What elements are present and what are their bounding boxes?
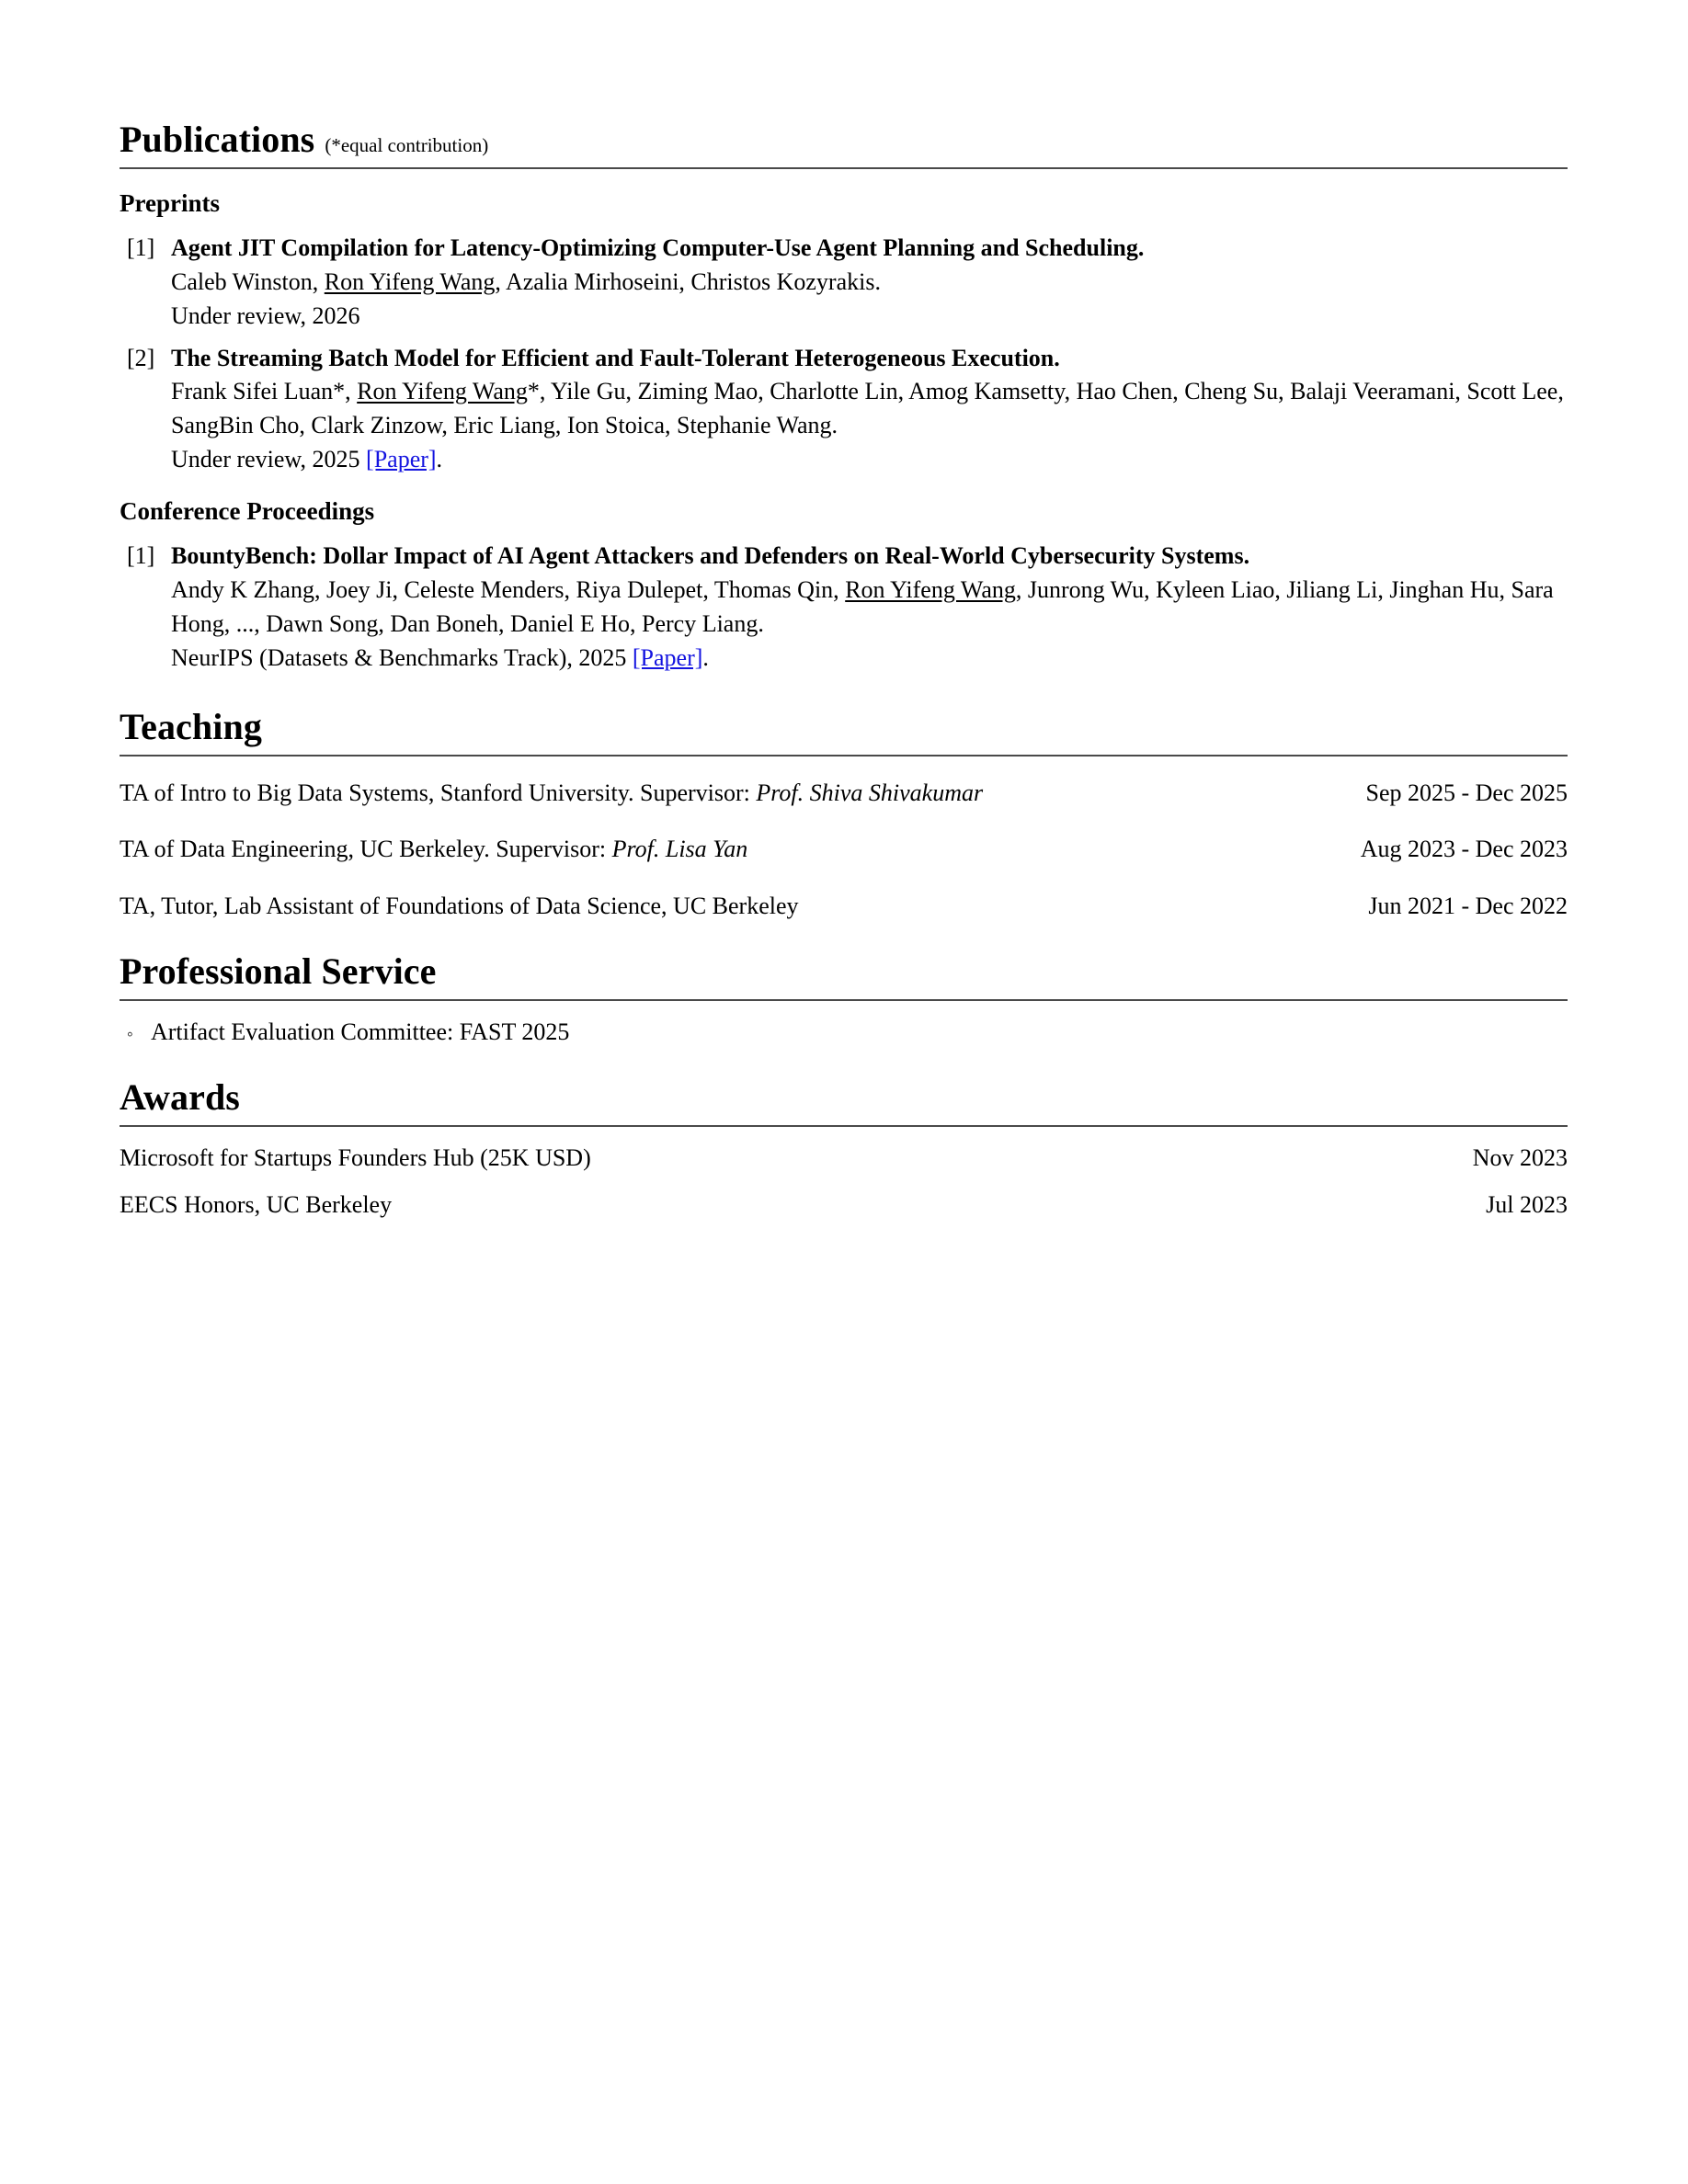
author-self-name: Ron Yifeng Wang [845,576,1016,604]
publication-entry [120,223,1568,334]
publication-index: [1] [127,542,155,570]
authors-after-self: , Azalia Mirhoseini, Christos Kozyrakis. [495,267,881,295]
awards-heading-row [120,1077,1568,1119]
award-date: Nov 2023 [1472,1143,1568,1171]
professional-service-heading-row [120,951,1568,993]
publication-body [171,540,1568,676]
publication-body [171,342,1568,478]
teaching-section [120,707,1568,925]
award-row [120,1189,1568,1223]
publication-venue [171,300,1568,334]
teaching-role: TA of Data Engineering, UC Berkeley. Supervisor: [120,836,612,863]
authors-before-self: Andy K Zhang, Joey Ji, Celeste Menders, Riya Dulepet, Thomas Qin, [171,576,846,604]
publication-venue [171,443,1568,477]
teaching-description [120,890,1368,924]
section-rule-professional-service [120,999,1568,1001]
subheading-preprints: Preprints [120,188,220,217]
publication-authors [171,266,1568,300]
section-rule-awards [120,1125,1568,1127]
hollow-circle-bullet-icon: ◦ [127,1025,133,1045]
author-self-name: Ron Yifeng Wang [357,378,528,405]
authors-after-self: , Junrong Wu, Kyleen Liao, Jiliang Li, Jinghan Hu, Sara Hong, ..., Dawn Song, Dan Boneh, Daniel E Ho, Percy Liang. [171,576,1554,637]
award-name: Microsoft for Startups Founders Hub (25K USD) [120,1143,591,1171]
publication-title: The Streaming Batch Model for Efficient and Fault-Tolerant Heterogeneous Execution. [171,344,1060,371]
publication-authors [171,574,1568,642]
publication-entry [120,531,1568,676]
award-date: Jul 2023 [1486,1190,1568,1218]
professional-service-section [120,951,1568,1050]
publications-section [120,119,1568,676]
venue-suffix: . [702,643,709,671]
publication-entry [120,334,1568,478]
spacer [120,1050,1568,1077]
award-row [120,1142,1568,1176]
section-rule-teaching [120,755,1568,756]
teaching-role: TA, Tutor, Lab Assistant of Foundations of Data Science, UC Berkeley [120,893,799,920]
venue-text: Under review, 2025 [171,446,367,473]
paper-link[interactable]: [Paper] [632,643,703,671]
publication-index: [2] [127,344,155,371]
list-item-label: Artifact Evaluation Committee: FAST 2025 [151,1018,570,1046]
section-title-professional-service: Professional Service [120,950,437,993]
publication-index: [1] [127,233,155,261]
section-title-awards: Awards [120,1075,240,1118]
teaching-date: Sep 2025 - Dec 2025 [1365,779,1568,806]
subheading-conference-proceedings: Conference Proceedings [120,497,375,526]
teaching-row [120,890,1568,924]
teaching-role: TA of Intro to Big Data Systems, Stanford University. Supervisor: [120,779,757,806]
teaching-date: Jun 2021 - Dec 2022 [1368,893,1568,920]
authors-after-self: *, Yile Gu, Ziming Mao, Charlotte Lin, Amog Kamsetty, Hao Chen, Cheng Su, Balaji Veeramani, Scott Lee, SangBin Cho, Clark Zinzow, Eric Liang, Ion Stoica, Stephanie Wang. [171,378,1564,439]
teaching-heading-row [120,707,1568,748]
teaching-description [120,833,1361,867]
teaching-description [120,777,1365,811]
professional-service-list [120,1016,1568,1050]
publication-title: Agent JIT Compilation for Latency-Optimizing Computer-Use Agent Planning and Scheduling. [171,233,1145,261]
authors-before-self: Frank Sifei Luan*, [171,378,358,405]
publication-title: BountyBench: Dollar Impact of AI Agent Attackers and Defenders on Real-World Cybersecurity Systems. [171,542,1250,570]
publications-heading-row [120,119,1568,161]
teaching-row [120,777,1568,811]
spacer [120,924,1568,951]
list-item [120,1016,1568,1050]
award-name: EECS Honors, UC Berkeley [120,1190,393,1218]
awards-section [120,1077,1568,1223]
equal-contribution-note: (*equal contribution) [325,134,489,156]
section-title-teaching: Teaching [120,705,262,747]
publication-venue [171,642,1568,676]
section-rule-publications [120,167,1568,169]
spacer [120,676,1568,707]
venue-text: NeurIPS (Datasets & Benchmarks Track), 2025 [171,643,633,671]
teaching-supervisor: Prof. Shiva Shivakumar [756,779,984,806]
teaching-supervisor: Prof. Lisa Yan [611,836,748,863]
publication-authors [171,375,1568,443]
authors-before-self: Caleb Winston, [171,267,325,295]
paper-link[interactable]: [Paper] [366,446,437,473]
section-title-publications: Publications [120,119,315,160]
publication-body [171,232,1568,334]
venue-suffix: . [436,446,443,473]
teaching-date: Aug 2023 - Dec 2023 [1360,836,1568,863]
venue-text: Under review, 2026 [171,301,360,329]
teaching-row [120,833,1568,867]
author-self-name: Ron Yifeng Wang [324,267,496,295]
